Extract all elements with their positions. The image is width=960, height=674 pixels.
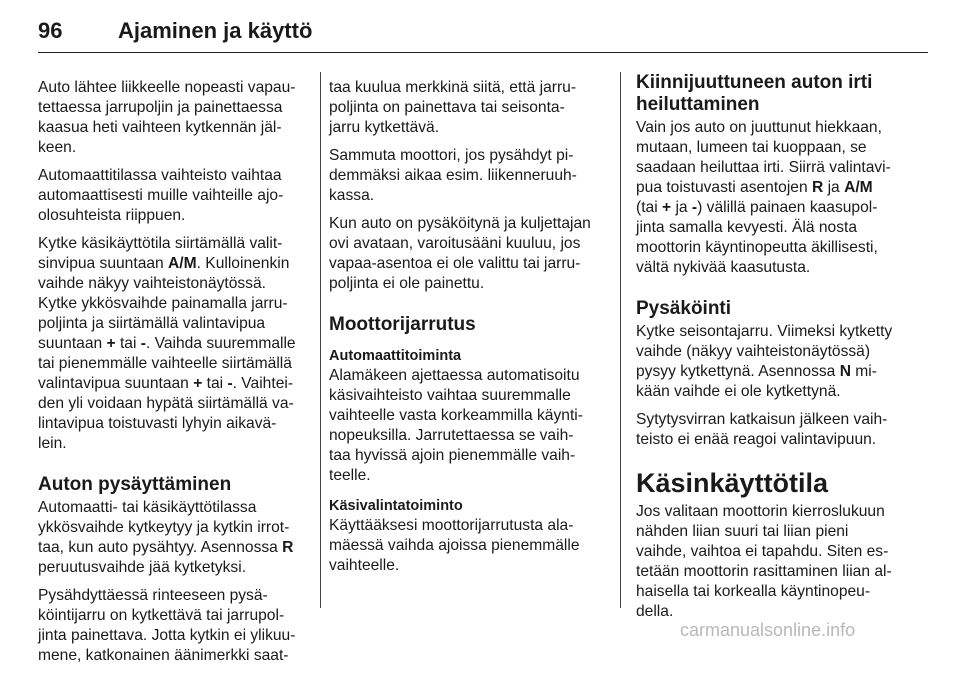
paragraph: Automaattitilassa vaihteisto vaihtaa automaattisesti muille vaihteille ajo- olosuhteista riippuen.	[38, 167, 284, 224]
section-heading: Auton pysäyttäminen	[38, 474, 232, 495]
subsection-heading: Automaattitoiminta	[329, 348, 462, 364]
section-heading: Kiinnijuuttuneen auton irti heiluttaminen	[636, 72, 873, 115]
paragraph: Auto lähtee liikkeelle nopeasti vapau- tettaessa jarrupoljin ja painettaessa kaasua heti vaihteen kytkennän jäl- keen.	[38, 79, 296, 156]
paragraph: Kytke käsikäyttötila siirtämällä valit- sinvipua suuntaan A/M. Kulloinenkin vaihde näkyy vaihteistonäytössä. Kytke ykkösvaihde painamalla jarru- poljinta ja siirtämällä valintavipua suuntaan + tai -. Vaihda suuremmalle tai pienemmälle vaihteelle siirtämällä valintavipua suuntaan + tai -. Vaihtei- den yli voidaan hypätä siirtämällä va- lintavipua toistuvasti lyhyin aikavä- lein.	[38, 235, 296, 452]
text-column-1	[38, 78, 310, 674]
chapter-section-heading: Käsinkäyttötila	[636, 468, 829, 498]
paragraph: Käyttääksesi moottorijarrutusta ala- mäessä vaihda ajoissa pienemmälle vaihteelle.	[329, 517, 580, 574]
text-column-3	[636, 72, 908, 630]
paragraph: Pysähdyttäessä rinteeseen pysä- köintijarru on kytkettävä tai jarrupol- jinta painettava. Jotta kytkin ei ylikuu- mene, katkonainen äänimerkki saat-	[38, 587, 296, 664]
text-column-2	[329, 78, 603, 584]
page-number: 96	[38, 18, 63, 43]
paragraph: Vain jos auto on juuttunut hiekkaan, mutaan, lumeen tai kuoppaan, se saadaan heiluttaa irti. Siirrä valintavi- pua toistuvasti asentojen R ja A/M (tai + ja -) välillä painaen kaasupol- jinta samalla kevyesti. Älä nosta moottorin käyntinopeutta äkillisesti, vältä nykivää kaasutusta.	[636, 119, 891, 276]
page-header	[38, 8, 928, 53]
paragraph: Sammuta moottori, jos pysähdyt pi- demmäksi aikaa esim. liikenneruuh- kassa.	[329, 147, 577, 204]
paragraph: Kun auto on pysäköitynä ja kuljettajan ovi avataan, varoitusääni kuuluu, jos vapaa-asentoa ei ole valittu tai jarru- poljinta ei ole painettu.	[329, 215, 591, 292]
watermark: carmanualsonline.info	[680, 620, 856, 640]
section-heading: Moottorijarrutus	[329, 314, 476, 335]
subsection-heading: Käsivalintatoiminto	[329, 498, 463, 514]
column-divider	[620, 72, 621, 608]
paragraph: Kytke seisontajarru. Viimeksi kytketty vaihde (näkyy vaihteistonäytössä) pysyy kytkettynä. Asennossa N mi- kään vaihde ei ole kytkettynä.	[636, 323, 893, 400]
paragraph: Sytytysvirran katkaisun jälkeen vaih- teisto ei enää reagoi valintavipuun.	[636, 411, 888, 448]
paragraph: Jos valitaan moottorin kierroslukuun nähden liian suuri tai liian pieni vaihde, vaihtoa ei tapahdu. Siten es- tetään moottorin rasittaminen liian al- haisella tai korkealla käyntinopeu- della.	[636, 503, 892, 620]
column-divider	[320, 72, 321, 608]
section-heading: Pysäköinti	[636, 298, 732, 319]
paragraph: Automaatti- tai käsikäyttötilassa ykkösvaihde kytkeytyy ja kytkin irrot- taa, kun auto pysähtyy. Asennossa R peruutusvaihde jää kytketyksi.	[38, 499, 294, 576]
chapter-title: Ajaminen ja käyttö	[118, 18, 313, 43]
paragraph: Alamäkeen ajettaessa automatisoitu käsivaihteisto vaihtaa suuremmalle vaihteelle vasta korkeammilla käynti- nopeuksilla. Jarrutettaessa se vaih- taa hyvissä ajoin pienemmälle vaih- teelle.	[329, 367, 583, 484]
paragraph: taa kuulua merkkinä siitä, että jarru- poljinta on painettava tai seisonta- jarru kytkettävä.	[329, 79, 577, 136]
